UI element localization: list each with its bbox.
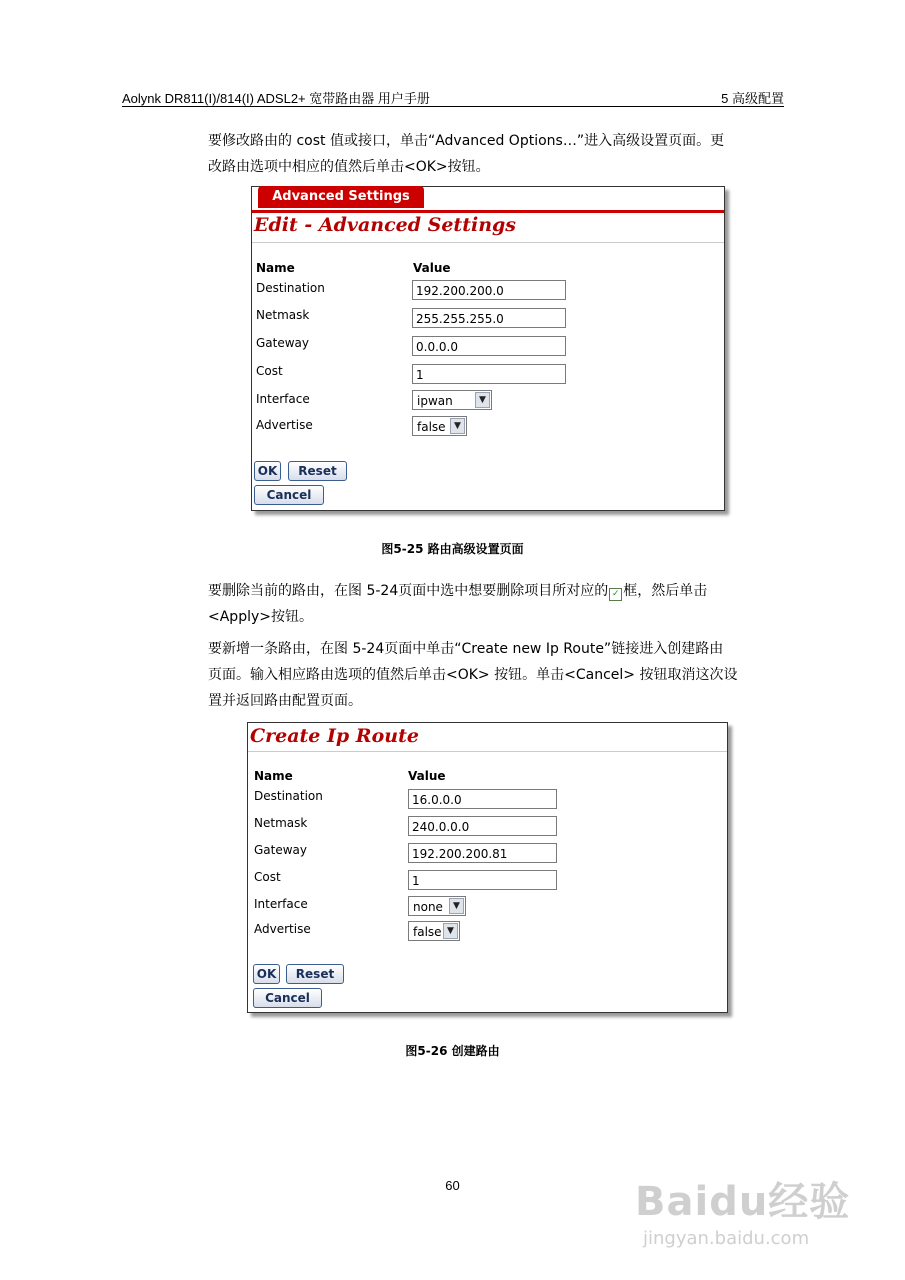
checkbox-icon: ✓ — [609, 588, 622, 601]
paragraph-create — [208, 636, 788, 714]
column-header-name: Name — [254, 769, 293, 783]
label-interface: Interface — [254, 897, 308, 911]
chevron-down-icon[interactable]: ▼ — [450, 418, 465, 434]
baidu-watermark — [635, 1150, 865, 1260]
cost-input[interactable]: 1 — [412, 364, 566, 384]
advertise-select-value: false — [413, 925, 442, 939]
header-chapter: 5 高级配置 — [721, 91, 784, 106]
cancel-button[interactable]: Cancel — [254, 485, 324, 505]
label-interface: Interface — [256, 392, 310, 406]
advanced-settings-panel — [251, 186, 725, 511]
title-divider — [252, 242, 724, 243]
column-header-value: Value — [413, 261, 451, 275]
chevron-down-icon[interactable]: ▼ — [449, 898, 464, 914]
reset-button[interactable]: Reset — [288, 461, 347, 481]
paragraph-line — [208, 578, 788, 604]
label-cost: Cost — [254, 870, 281, 884]
paragraph-text: 框，然后单击 — [623, 583, 708, 599]
ok-button[interactable]: OK — [254, 461, 281, 481]
chevron-down-icon[interactable]: ▼ — [475, 392, 490, 408]
figure-caption: 图5-26 创建路由 — [405, 1044, 500, 1058]
interface-select-value: none — [413, 900, 443, 914]
label-advertise: Advertise — [254, 922, 311, 936]
interface-select[interactable] — [408, 896, 466, 916]
label-cost: Cost — [256, 364, 283, 378]
label-gateway: Gateway — [254, 843, 308, 857]
column-header-value: Value — [408, 769, 446, 783]
paragraph-text: 要删除当前的路由，在图 5-24页面中选中想要删除项目所对应的 — [208, 583, 609, 599]
watermark-logo: Baidu经验 — [635, 1179, 851, 1225]
tab-advanced-settings[interactable]: Advanced Settings — [258, 186, 424, 208]
interface-select[interactable] — [412, 390, 492, 410]
netmask-input[interactable]: 255.255.255.0 — [412, 308, 566, 328]
column-header-name: Name — [256, 261, 295, 275]
paragraph-line: 改路由选项中相应的值然后单击<OK>按钮。 — [208, 159, 490, 175]
panel-title: Create Ip Route — [250, 725, 419, 747]
tab-underline — [252, 210, 724, 213]
page-header — [122, 86, 784, 107]
label-advertise: Advertise — [256, 418, 313, 432]
watermark-url: jingyan.baidu.com — [643, 1228, 810, 1249]
gateway-input[interactable]: 0.0.0.0 — [412, 336, 566, 356]
interface-select-value: ipwan — [417, 394, 453, 408]
chevron-down-icon[interactable]: ▼ — [443, 923, 458, 939]
paragraph-line: 要修改路由的 cost 值或接口，单击“Advanced Options…”进入高级设置页面。更 — [208, 133, 725, 149]
paragraph-line: 页面。输入相应路由选项的值然后单击<OK> 按钮。单击<Cancel> 按钮取消这次设 — [208, 667, 738, 683]
destination-input[interactable]: 192.200.200.0 — [412, 280, 566, 300]
title-divider — [248, 751, 727, 752]
panel-title: Edit - Advanced Settings — [254, 214, 517, 236]
paragraph-line: 置并返回路由配置页面。 — [208, 693, 362, 709]
paragraph-line: <Apply>按钮。 — [208, 609, 313, 625]
label-destination: Destination — [254, 789, 323, 803]
advertise-select[interactable] — [412, 416, 467, 436]
reset-button[interactable]: Reset — [286, 964, 344, 984]
gateway-input[interactable]: 192.200.200.81 — [408, 843, 557, 863]
figure-caption: 图5-25 路由高级设置页面 — [381, 542, 524, 556]
destination-input[interactable]: 16.0.0.0 — [408, 789, 557, 809]
advertise-select-value: false — [417, 420, 446, 434]
cost-input[interactable]: 1 — [408, 870, 557, 890]
create-ip-route-panel — [247, 722, 728, 1013]
label-gateway: Gateway — [256, 336, 310, 350]
paragraph-edit-intro — [208, 128, 788, 180]
paragraph-delete — [208, 578, 788, 630]
header-title: Aolynk DR811(I)/814(I) ADSL2+ 宽带路由器 用户手册 — [122, 91, 430, 106]
label-destination: Destination — [256, 281, 325, 295]
ok-button[interactable]: OK — [253, 964, 280, 984]
netmask-input[interactable]: 240.0.0.0 — [408, 816, 557, 836]
cancel-button[interactable]: Cancel — [253, 988, 322, 1008]
paragraph-line: 要新增一条路由，在图 5-24页面中单击“Create new Ip Route”链接进入创建路由 — [208, 641, 724, 657]
page-number: 60 — [445, 1178, 460, 1193]
label-netmask: Netmask — [254, 816, 308, 830]
label-netmask: Netmask — [256, 308, 310, 322]
advertise-select[interactable] — [408, 921, 460, 941]
